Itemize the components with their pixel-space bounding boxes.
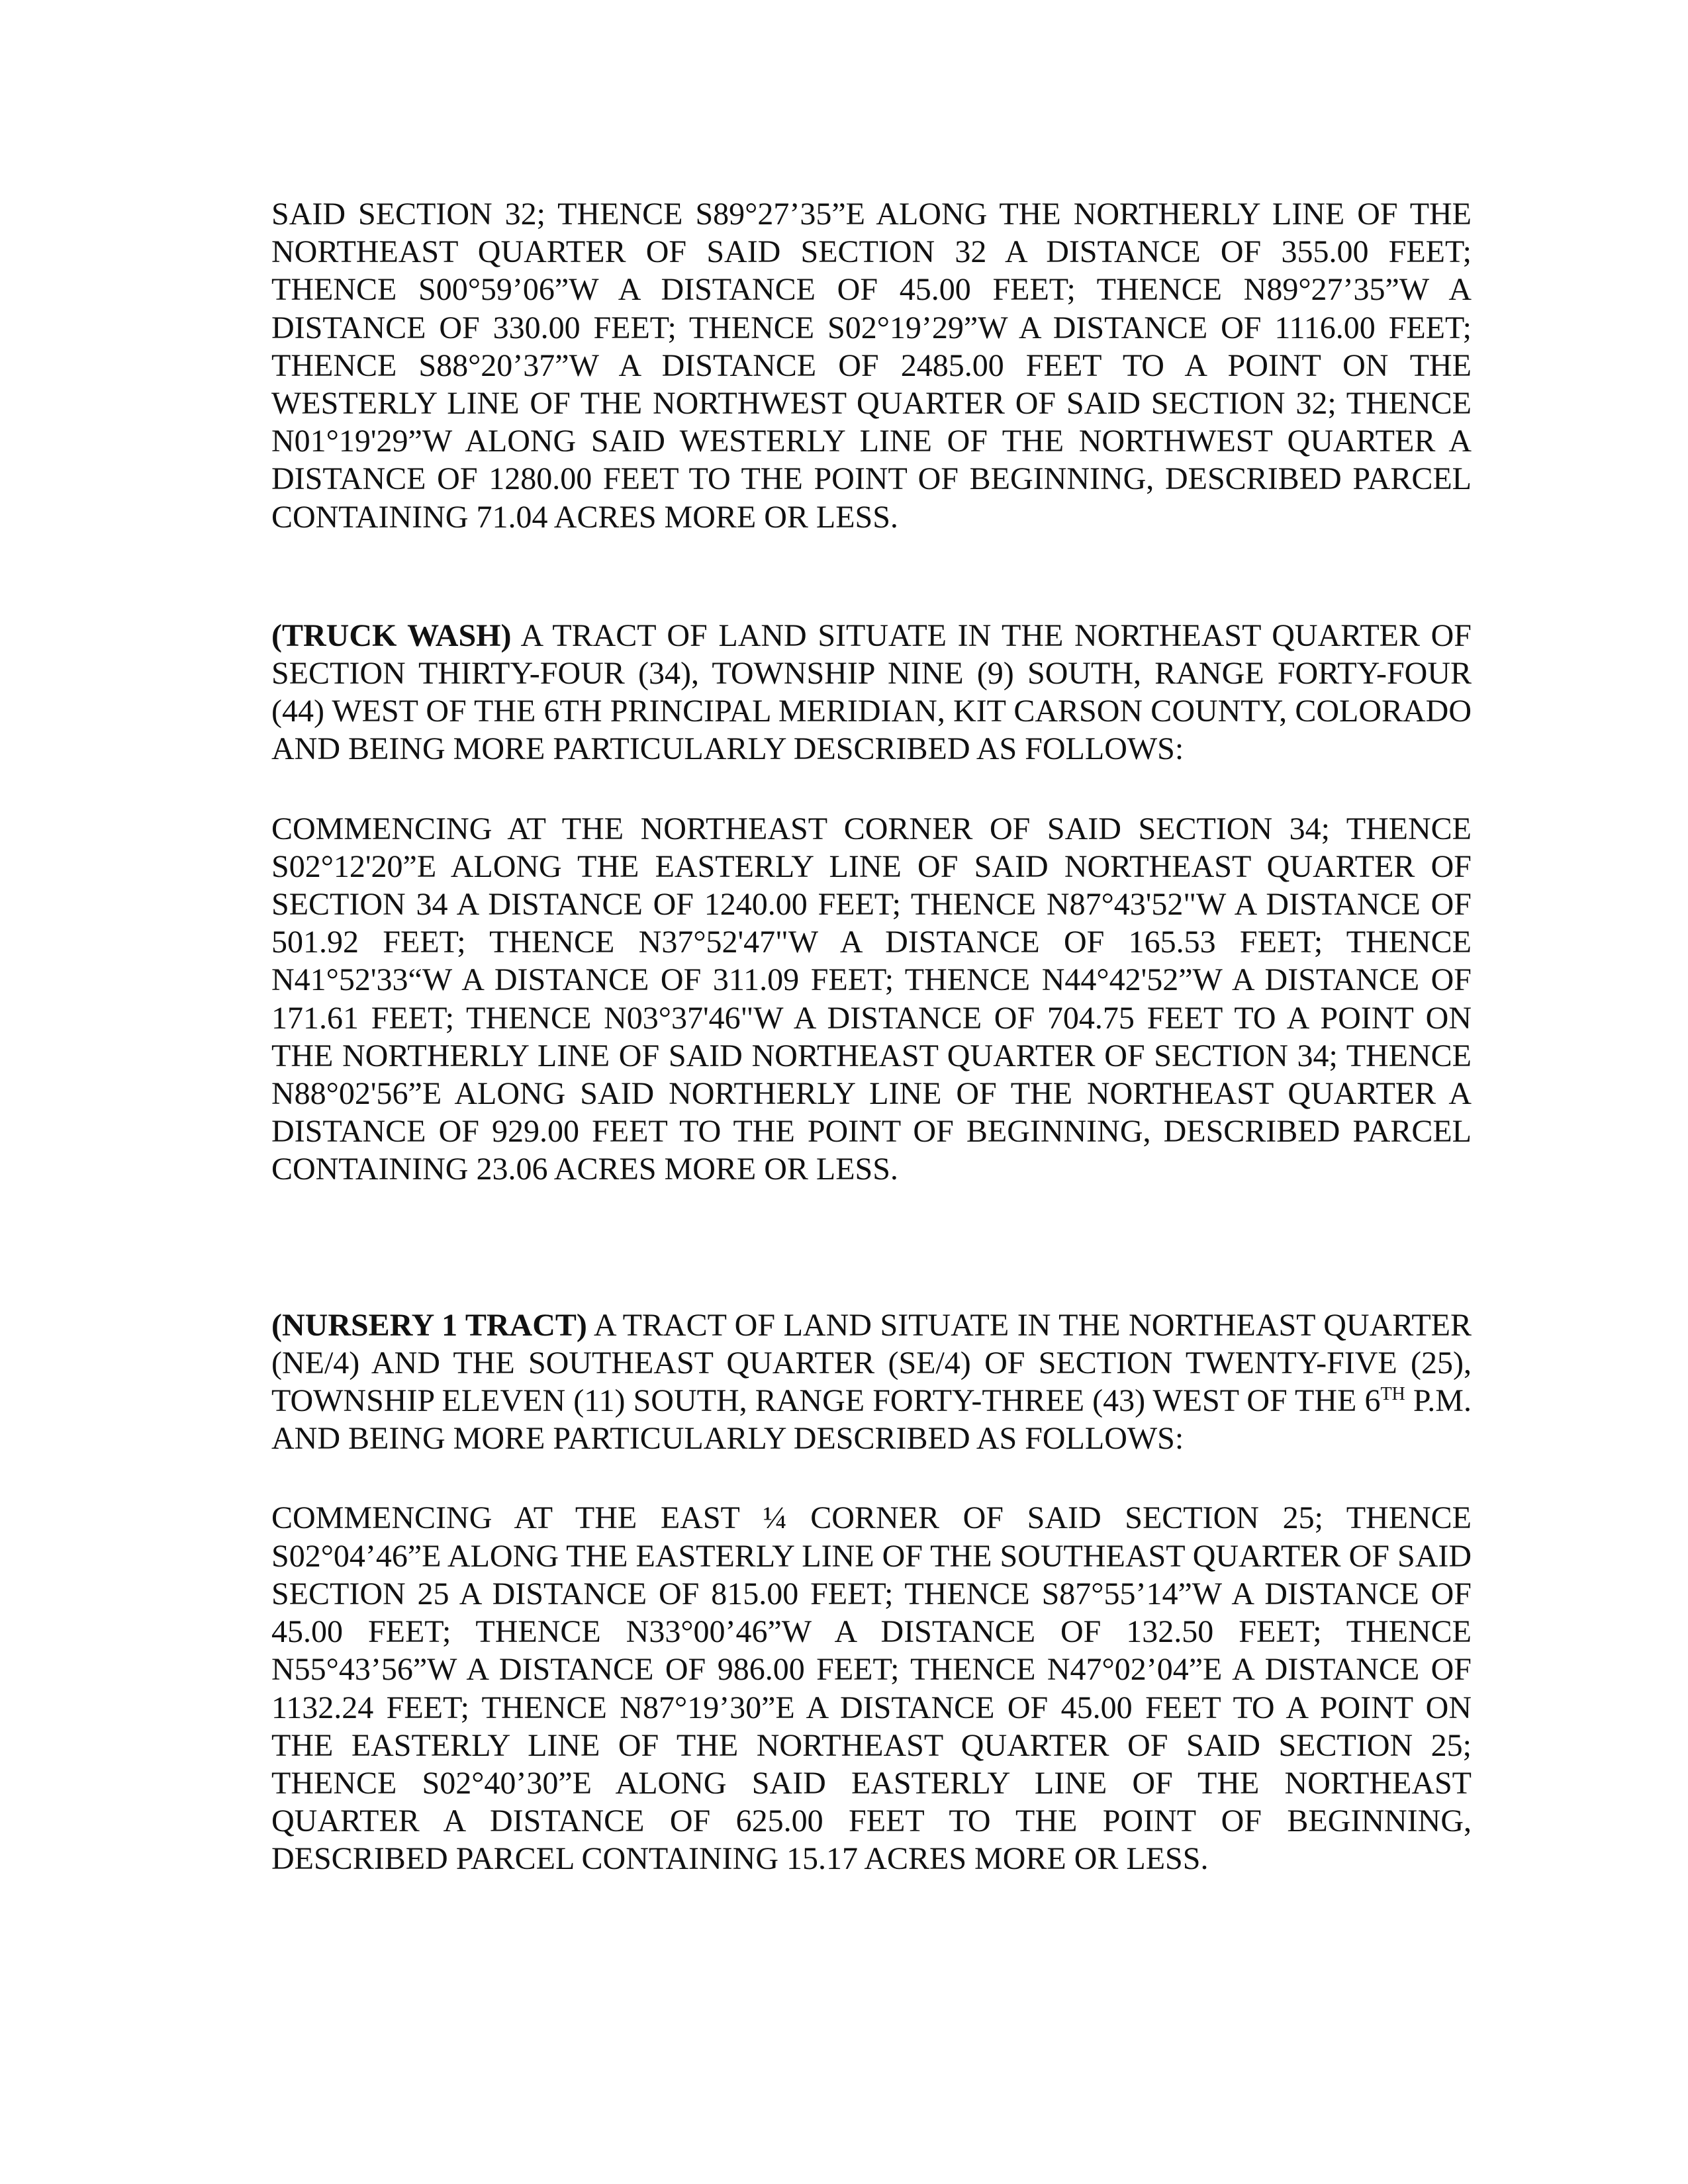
truck-wash-intro-paragraph [271, 617, 1472, 768]
nursery-1-intro-text-a: A TRACT OF LAND SITUATE IN THE NORTHEAST QUARTER (NE/4) AND THE SOUTHEAST QUARTER (SE/4) OF SECTION TWENTY-FIVE (25), TOWNSHIP ELEVEN (11) SOUTH, RANGE FORTY-THREE (43) WEST OF THE 6 [271, 1307, 1472, 1419]
nursery-1-description-paragraph [271, 1499, 1472, 1878]
truck-wash-intro-text: A TRACT OF LAND SITUATE IN THE NORTHEAST QUARTER OF SECTION THIRTY-FOUR (34), TOWNSHIP NINE (9) SOUTH, RANGE FORTY-FOUR (44) WEST OF THE 6TH PRINCIPAL MERIDIAN, KIT CARSON COUNTY, COLORADO AND BEING MORE PARTICULARLY DESCRIBED AS FOLLOWS: [271, 617, 1472, 767]
nursery-1-intro-paragraph [271, 1306, 1472, 1458]
paragraph-spacer [271, 1457, 1472, 1499]
document-page [271, 195, 1472, 1878]
truck-wash-description-paragraph [271, 810, 1472, 1189]
section-spacer [271, 536, 1472, 617]
nursery-1-heading: (NURSERY 1 TRACT) [271, 1307, 587, 1343]
truck-wash-description-text: COMMENCING AT THE NORTHEAST CORNER OF SAID SECTION 34; THENCE S02°12'20”E ALONG THE EASTERLY LINE OF SAID NORTHEAST QUARTER OF SECTION 34 A DISTANCE OF 1240.00 FEET; THENCE N87°43'52"W A DISTANCE OF 501.92 FEET; THENCE N37°52'47"W A DISTANCE OF 165.53 FEET; THENCE N41°52'33“W A DISTANCE OF 311.09 FEET; THENCE N44°42'52”W A DISTANCE OF 171.61 FEET; THENCE N03°37'46"W A DISTANCE OF 704.75 FEET TO A POINT ON THE NORTHERLY LINE OF SAID NORTHEAST QUARTER OF SECTION 34; THENCE N88°02'56”E ALONG SAID NORTHERLY LINE OF THE NORTHEAST QUARTER A DISTANCE OF 929.00 FEET TO THE POINT OF BEGINNING, DESCRIBED PARCEL CONTAINING 23.06 ACRES MORE OR LESS. [271, 811, 1472, 1187]
paragraph-spacer [271, 768, 1472, 810]
section-spacer [271, 1189, 1472, 1306]
continuation-paragraph [271, 195, 1472, 536]
nursery-1-intro-superscript: TH [1380, 1384, 1405, 1405]
nursery-1-description-text: COMMENCING AT THE EAST ¼ CORNER OF SAID SECTION 25; THENCE S02°04’46”E ALONG THE EASTERLY LINE OF THE SOUTHEAST QUARTER OF SAID SECTION 25 A DISTANCE OF 815.00 FEET; THENCE S87°55’14”W A DISTANCE OF 45.00 FEET; THENCE N33°00’46”W A DISTANCE OF 132.50 FEET; THENCE N55°43’56”W A DISTANCE OF 986.00 FEET; THENCE N47°02’04”E A DISTANCE OF 1132.24 FEET; THENCE N87°19’30”E A DISTANCE OF 45.00 FEET TO A POINT ON THE EASTERLY LINE OF THE NORTHEAST QUARTER OF SAID SECTION 25; THENCE S02°40’30”E ALONG SAID EASTERLY LINE OF THE NORTHEAST QUARTER A DISTANCE OF 625.00 FEET TO THE POINT OF BEGINNING, DESCRIBED PARCEL CONTAINING 15.17 ACRES MORE OR LESS. [271, 1500, 1472, 1877]
continuation-text: SAID SECTION 32; THENCE S89°27’35”E ALONG THE NORTHERLY LINE OF THE NORTHEAST QUARTER OF SAID SECTION 32 A DISTANCE OF 355.00 FEET; THENCE S00°59’06”W A DISTANCE OF 45.00 FEET; THENCE N89°27’35”W A DISTANCE OF 330.00 FEET; THENCE S02°19’29”W A DISTANCE OF 1116.00 FEET; THENCE S88°20’37”W A DISTANCE OF 2485.00 FEET TO A POINT ON THE WESTERLY LINE OF THE NORTHWEST QUARTER OF SAID SECTION 32; THENCE N01°19'29”W ALONG SAID WESTERLY LINE OF THE NORTHWEST QUARTER A DISTANCE OF 1280.00 FEET TO THE POINT OF BEGINNING, DESCRIBED PARCEL CONTAINING 71.04 ACRES MORE OR LESS. [271, 197, 1472, 535]
truck-wash-heading: (TRUCK WASH) [271, 617, 512, 653]
nursery-1-intro-text-b: P.M. AND BEING MORE PARTICULARLY DESCRIBED AS FOLLOWS: [271, 1383, 1472, 1457]
